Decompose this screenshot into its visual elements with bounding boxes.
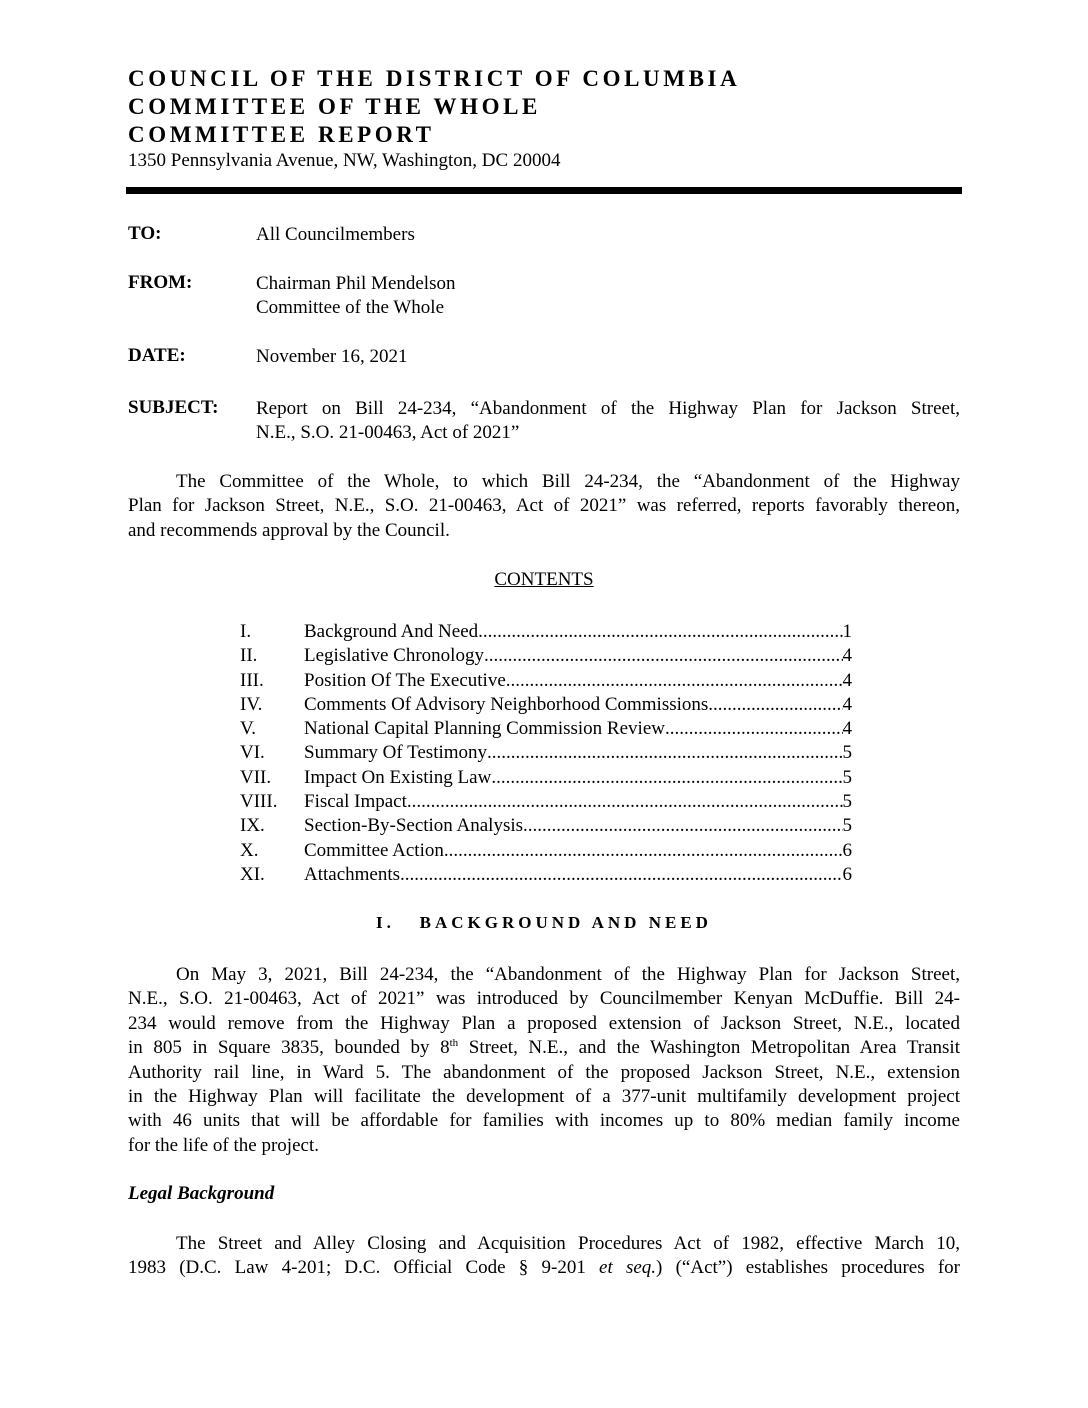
toc-leader [487,741,842,765]
date-value: November 16, 2021 [256,346,408,367]
toc-title: Summary Of Testimony [304,742,488,764]
legal-paragraph [128,1232,960,1281]
toc-page: 4 [842,669,852,691]
text-line: Plan for Jackson Street, N.E., S.O. 21-00463, Act of 2021” was referred, reports favorably thereon, [128,495,960,517]
text-fragment: in 805 in Square 3835, bounded by 8 [128,1037,450,1059]
text-line: Authority rail line, in Ward 5. The abandonment of the proposed Jackson Street, N.E., extension [128,1061,960,1083]
toc-page: 5 [842,815,852,837]
toc-number: I. [240,621,252,642]
toc-leader [523,814,842,838]
toc-title: Position Of The Executive [304,669,506,691]
toc-title: National Capital Planning Commission Review [304,718,665,740]
toc-title: Legislative Chronology [304,645,484,667]
toc-item[interactable] [240,693,852,717]
toc-item[interactable] [240,814,852,838]
text-fragment-italic: et seq. [599,1257,657,1279]
subject-line: Report on Bill 24-234, “Abandonment of the Highway Plan for Jackson Street, [256,398,960,419]
text-line: in the Highway Plan will facilitate the development of a 377-unit multifamily development project [128,1086,960,1108]
toc-number: V. [240,718,257,740]
toc-page: 6 [842,839,852,861]
toc-title: Attachments [304,863,401,885]
toc-page: 4 [842,693,852,715]
toc-leader [444,839,843,863]
toc-leader [407,790,843,814]
subject-label: SUBJECT: [128,397,219,418]
text-line [128,1036,960,1060]
text-fragment: ) (“Act”) establishes procedures for [656,1257,960,1279]
text-line [128,1256,960,1280]
toc-number: III. [240,669,264,691]
legal-background-heading: Legal Background [128,1183,275,1204]
toc-leader [491,766,842,790]
toc-page: 6 [842,863,852,885]
toc-number: IX. [240,815,265,837]
subject-line: N.E., S.O. 21-00463, Act of 2021” [256,422,520,443]
toc-item[interactable] [240,863,852,887]
toc-page: 5 [842,791,852,813]
toc-number: VI. [240,742,265,764]
text-line: The Committee of the Whole, to which Bill 24-234, the “Abandonment of the Highway [176,471,960,492]
from-label: FROM: [128,272,193,293]
toc-page: 5 [842,766,852,788]
toc-page: 4 [842,645,852,667]
to-value: All Councilmembers [256,224,415,245]
toc-page: 4 [842,718,852,740]
toc-item[interactable] [240,620,852,644]
toc-title: Impact On Existing Law [304,766,492,788]
toc-item[interactable] [240,669,852,693]
toc-title: Comments Of Advisory Neighborhood Commissions [304,693,709,715]
text-line: and recommends approval by the Council. [128,519,450,541]
toc-number: VII. [240,766,272,788]
table-of-contents [240,620,852,887]
toc-title: Fiscal Impact [304,791,407,813]
toc-page: 1 [842,621,852,642]
toc-item[interactable] [240,839,852,863]
toc-item[interactable] [240,717,852,741]
section-heading: I. BACKGROUND AND NEED [376,913,712,932]
toc-number: X. [240,839,259,861]
toc-leader [484,644,843,668]
toc-number: IV. [240,693,263,715]
text-line: 234 would remove from the Highway Plan a proposed extension of Jackson Street, N.E., located [128,1012,960,1034]
toc-number: II. [240,645,258,667]
toc-title: Section-By-Section Analysis [304,815,524,837]
toc-leader [665,717,843,741]
contents-title: CONTENTS [494,569,594,590]
toc-leader [506,669,843,693]
report-title: COMMITTEE REPORT [128,122,435,147]
text-line: The Street and Alley Closing and Acquisition Procedures Act of 1982, effective March 10, [176,1233,960,1254]
toc-number: VIII. [240,791,278,813]
text-line: N.E., S.O. 21-00463, Act of 2021” was introduced by Councilmember Kenyan McDuffie. Bill 24- [128,988,960,1010]
toc-number: XI. [240,863,265,885]
subject-value [256,397,960,445]
toc-item[interactable] [240,766,852,790]
text-line: with 46 units that will be affordable for families with incomes up to 80% median family income [128,1110,960,1132]
toc-leader [400,863,842,887]
to-label: TO: [128,223,162,244]
from-line: Committee of the Whole [256,297,445,318]
toc-item[interactable] [240,790,852,814]
toc-item[interactable] [240,644,852,668]
from-value [256,272,455,320]
background-paragraph [128,963,960,1158]
toc-item[interactable] [240,741,852,765]
text-fragment: 1983 (D.C. Law 4-201; D.C. Official Code § 9-201 [128,1257,600,1279]
toc-page: 5 [842,742,852,764]
toc-title: Background And Need [304,621,479,642]
superscript: th [449,1037,459,1050]
text-line: for the life of the project. [128,1134,319,1156]
header-rule [126,187,962,194]
council-title: COUNCIL OF THE DISTRICT OF COLUMBIA [128,66,741,91]
toc-title: Committee Action [304,839,444,861]
toc-leader [708,693,842,717]
toc-leader [478,620,842,644]
from-line: Chairman Phil Mendelson [256,273,456,294]
committee-title: COMMITTEE OF THE WHOLE [128,94,541,119]
text-fragment: Street, N.E., and the Washington Metropolitan Area Transit [458,1037,960,1059]
date-label: DATE: [128,345,186,366]
address: 1350 Pennsylvania Avenue, NW, Washington, DC 20004 [128,150,561,171]
intro-paragraph [128,470,960,543]
text-line: On May 3, 2021, Bill 24-234, the “Abandonment of the Highway Plan for Jackson Street, [176,964,960,985]
